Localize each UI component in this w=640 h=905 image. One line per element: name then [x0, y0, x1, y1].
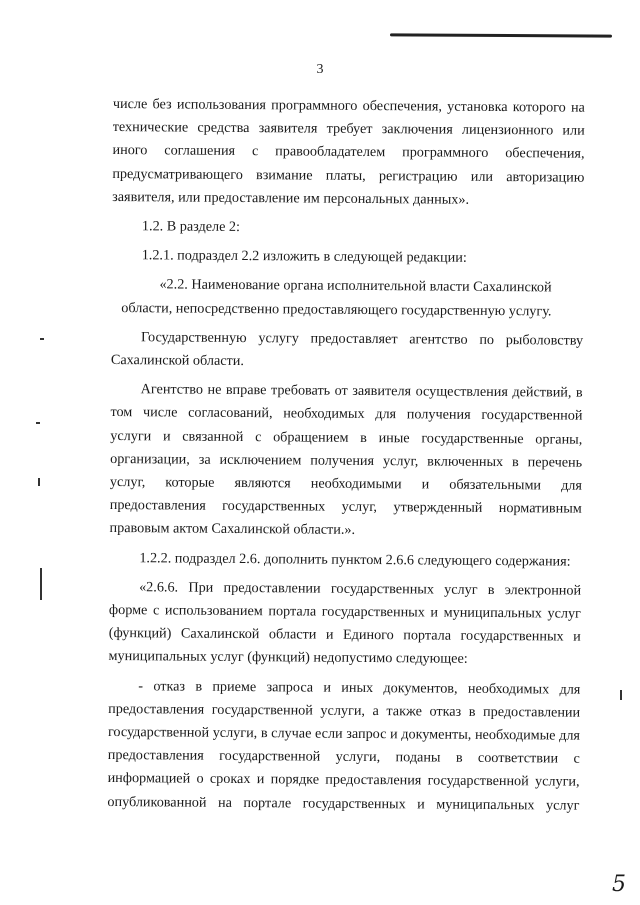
scan-speck [36, 422, 40, 424]
text-line: форме с использованием портала государственных и муниципальных услуг [108, 602, 581, 622]
document-body [107, 93, 585, 818]
text-line: информацией о сроках и порядке предоставления государственной услуги, [107, 770, 580, 791]
scan-speck [40, 338, 44, 340]
scan-speck [40, 568, 42, 600]
text-line: государственной услуги, в случае если запрос и документы, необходимые для [107, 724, 581, 744]
text-line: опубликованной на портале государственных и муниципальных услуг [107, 793, 580, 814]
text-line: 1.2. В разделе 2: [141, 218, 241, 236]
text-line: Агентство не вправе требовать от заявителя осуществления действий, в [140, 381, 583, 401]
text-line: Сахалинской области. [110, 352, 244, 370]
text-line: предоставления государственной услуги, а также отказ в предоставлении [108, 700, 581, 721]
text-line: предоставления государственных услуг, утвержденный нормативным [109, 497, 582, 517]
text-line: «2.2. Наименование органа исполнительной власти Сахалинской [159, 276, 552, 296]
text-line: 1.2.2. подраздел 2.6. дополнить пунктом 2.6.6 следующего содержания: [139, 549, 571, 570]
scan-speck [38, 478, 40, 486]
text-line: Государственную услугу предоставляет агентство по рыболовству [141, 329, 584, 349]
handwritten-page-mark: 5 [612, 872, 626, 897]
text-line: услуг, которые являются необходимыми и обязательными для [109, 474, 582, 494]
text-line: 1.2.1. подраздел 2.2 изложить в следующей редакции: [141, 247, 467, 267]
scan-artifact-line [390, 33, 612, 37]
text-line: - отказ в приеме запроса и иных документов, необходимых для [138, 677, 581, 698]
scan-speck [620, 690, 622, 700]
text-line: области, непосредственно предоставляющего государственную услугу. [121, 299, 552, 320]
text-line: предусматривающего взимание платы, регистрацию или авторизацию [112, 165, 585, 186]
text-line: (функций) Сахалинской области и Единого портала государственных и [108, 625, 581, 645]
text-line: услуги и связанной с обращением в иные государственные органы, [110, 427, 583, 448]
text-line: иного соглашения с правообладателем программного обеспечения, [112, 142, 585, 163]
text-line: организации, за исключением получения услуг, включенных в перечень [110, 450, 583, 471]
text-line: технические средства заявителя требует заключения лицензионного или [112, 119, 585, 139]
text-line: муниципальных услуг (функций) недопустимо следующее: [108, 648, 468, 668]
page-number: 3 [316, 62, 324, 77]
text-line: том числе согласований, необходимых для получения государственной [110, 404, 583, 425]
text-line: правовым актом Сахалинской области.». [109, 520, 356, 539]
text-line: «2.6.6. При предоставлении государственных услуг в электронной [139, 579, 582, 599]
text-line: заявителя, или предоставление им персональных данных». [112, 188, 470, 208]
text-line: числе без использования программного обеспечения, установка которого на [112, 95, 585, 116]
text-line: предоставления государственной услуги, поданы в соответствии с [107, 747, 580, 767]
